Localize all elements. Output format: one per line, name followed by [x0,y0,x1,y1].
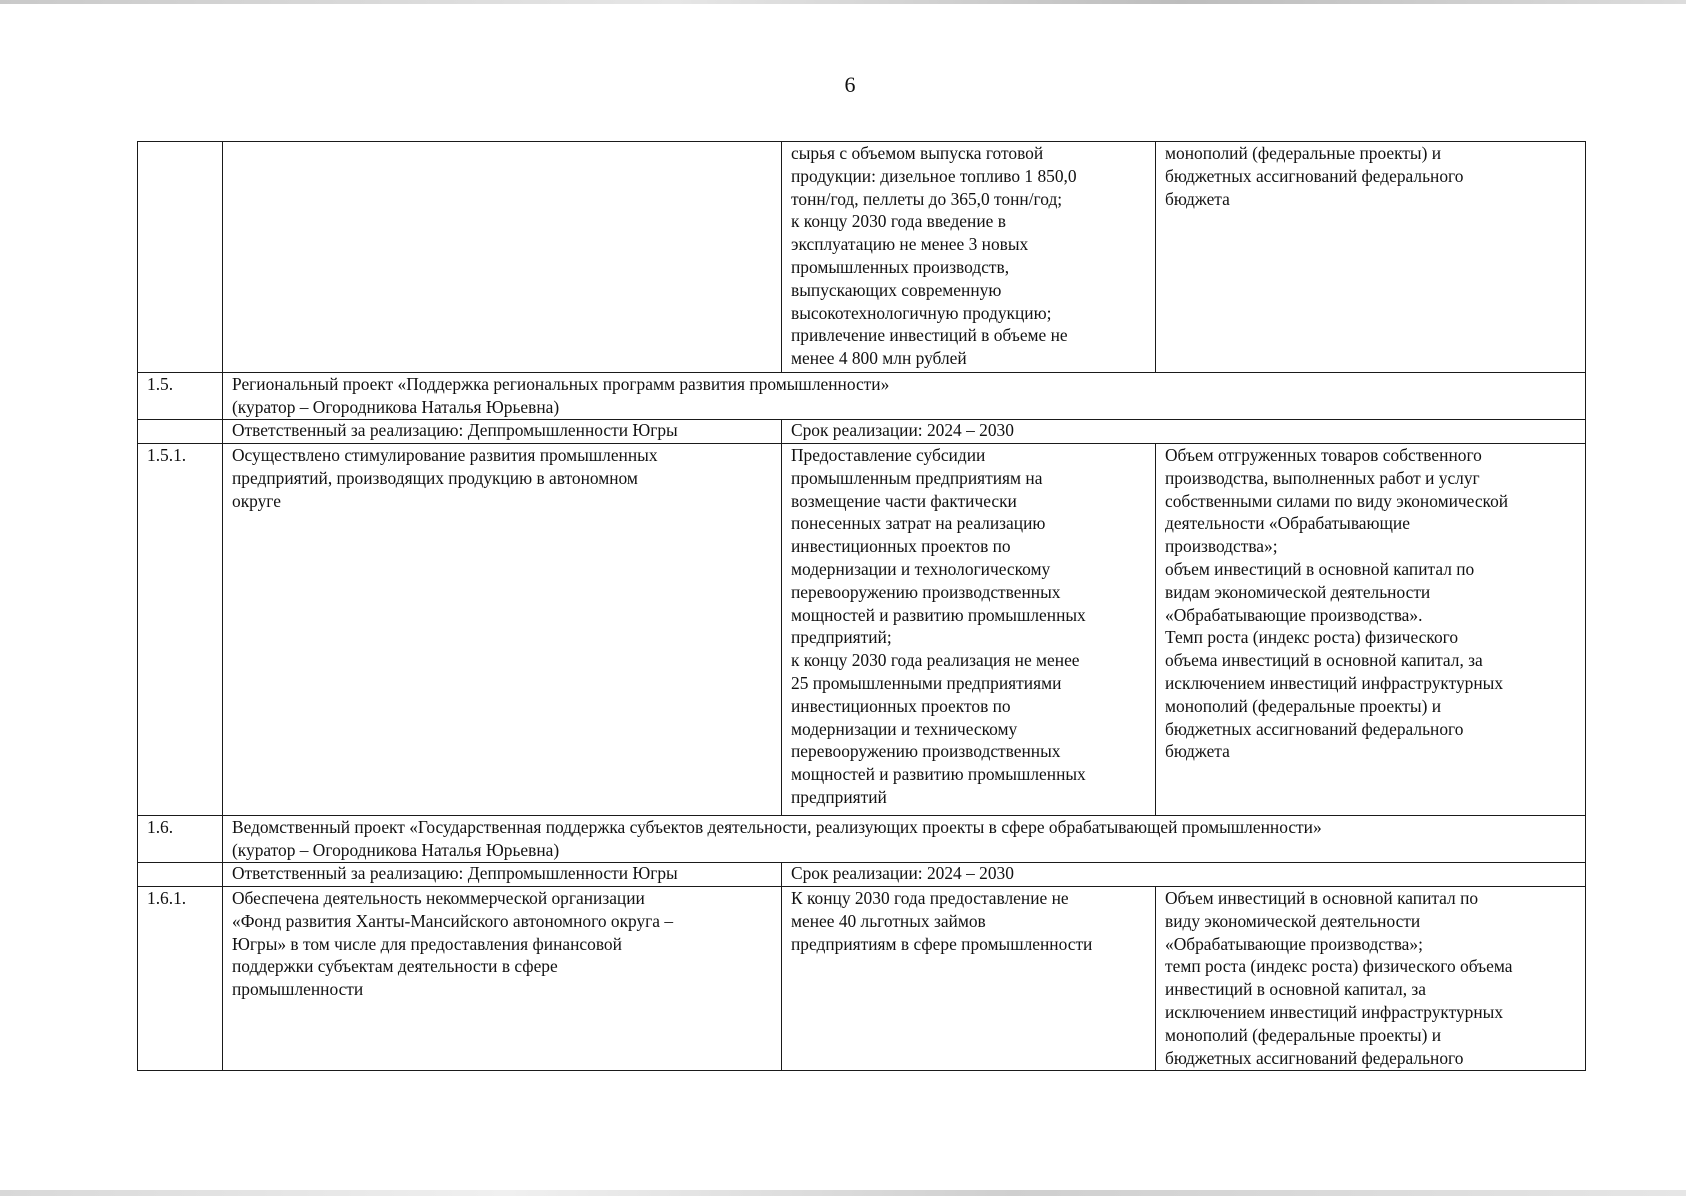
continuation-task-cell [223,142,782,373]
section-number-1-5: 1.5. [138,373,223,420]
task-row-1-5-1 [138,444,1586,816]
continuation-number-cell [138,142,223,373]
continuation-indicator-cell: монополий (федеральные проекты) и бюджетных ассигнований федерального бюджета [1156,142,1586,373]
section-title-1-5: Региональный проект «Поддержка региональных программ развития промышленности» (куратор – Огородникова Наталья Юрьевна) [223,373,1586,420]
section-meta-empty-1-6 [138,863,223,887]
task-results-1-5-1: Предоставление субсидии промышленным предприятиям на возмещение части фактически понесенных затрат на реализацию инвестиционных проектов по модернизации и технологическому перевооружению производственных мощностей и развитию промышленных предприятий; к концу 2030 года реализация не менее 25 промышленными предприятиями инвестиционных проектов по модернизации и техническому перевооружению производственных мощностей и развитию промышленных предприятий [782,444,1156,816]
task-text-1-5-1: Осуществлено стимулирование развития промышленных предприятий, производящих продукцию в автономном округе [223,444,782,816]
section-number-1-6: 1.6. [138,816,223,863]
project-table [137,141,1586,1071]
section-meta-row-1-6 [138,863,1586,887]
task-number-1-6-1: 1.6.1. [138,887,223,1071]
section-title-1-6: Ведомственный проект «Государственная поддержка субъектов деятельности, реализующих проекты в сфере обрабатывающей промышленности» (куратор – Огородникова Наталья Юрьевна) [223,816,1586,863]
responsible-1-5: Ответственный за реализацию: Деппромышленности Югры [223,420,782,444]
task-row-1-6-1 [138,887,1586,1071]
section-row-1-6 [138,816,1586,863]
period-1-5: Срок реализации: 2024 – 2030 [782,420,1586,444]
period-1-6: Срок реализации: 2024 – 2030 [782,863,1586,887]
section-meta-row-1-5 [138,420,1586,444]
scan-edge-bottom [0,1190,1686,1196]
page-number: 6 [844,72,856,97]
task-results-1-6-1: К концу 2030 года предоставление не менее 40 льготных займов предприятиям в сфере промышленности [782,887,1156,1071]
task-indicators-1-5-1: Объем отгруженных товаров собственного производства, выполненных работ и услуг собственными силами по виду экономической деятельности «Обрабатывающие производства»; объем инвестиций в основной капитал по видам экономической деятельности «Обрабатывающие производства». Темп роста (индекс роста) физического объема инвестиций в основной капитал, за исключением инвестиций инфраструктурных монополий (федеральные проекты) и бюджетных ассигнований федерального бюджета [1156,444,1586,816]
continuation-results-cell: сырья с объемом выпуска готовой продукции: дизельное топливо 1 850,0 тонн/год, пеллеты до 365,0 тонн/год; к концу 2030 года введение в эксплуатацию не менее 3 новых промышленных производств, выпускающих современную высокотехнологичную продукцию; привлечение инвестиций в объеме не менее 4 800 млн рублей [782,142,1156,373]
task-indicators-1-6-1: Объем инвестиций в основной капитал по виду экономической деятельности «Обрабатывающие производства»; темп роста (индекс роста) физического объема инвестиций в основной капитал, за исключением инвестиций инфраструктурных монополий (федеральные проекты) и бюджетных ассигнований федерального [1156,887,1586,1071]
task-text-1-6-1: Обеспечена деятельность некоммерческой организации «Фонд развития Ханты-Мансийского автономного округа – Югры» в том числе для предоставления финансовой поддержки субъектам деятельности в сфере промышленности [223,887,782,1071]
section-meta-empty-1-5 [138,420,223,444]
scan-edge-top [0,0,1686,4]
responsible-1-6: Ответственный за реализацию: Деппромышленности Югры [223,863,782,887]
task-number-1-5-1: 1.5.1. [138,444,223,816]
continuation-row [138,142,1586,373]
section-row-1-5 [138,373,1586,420]
